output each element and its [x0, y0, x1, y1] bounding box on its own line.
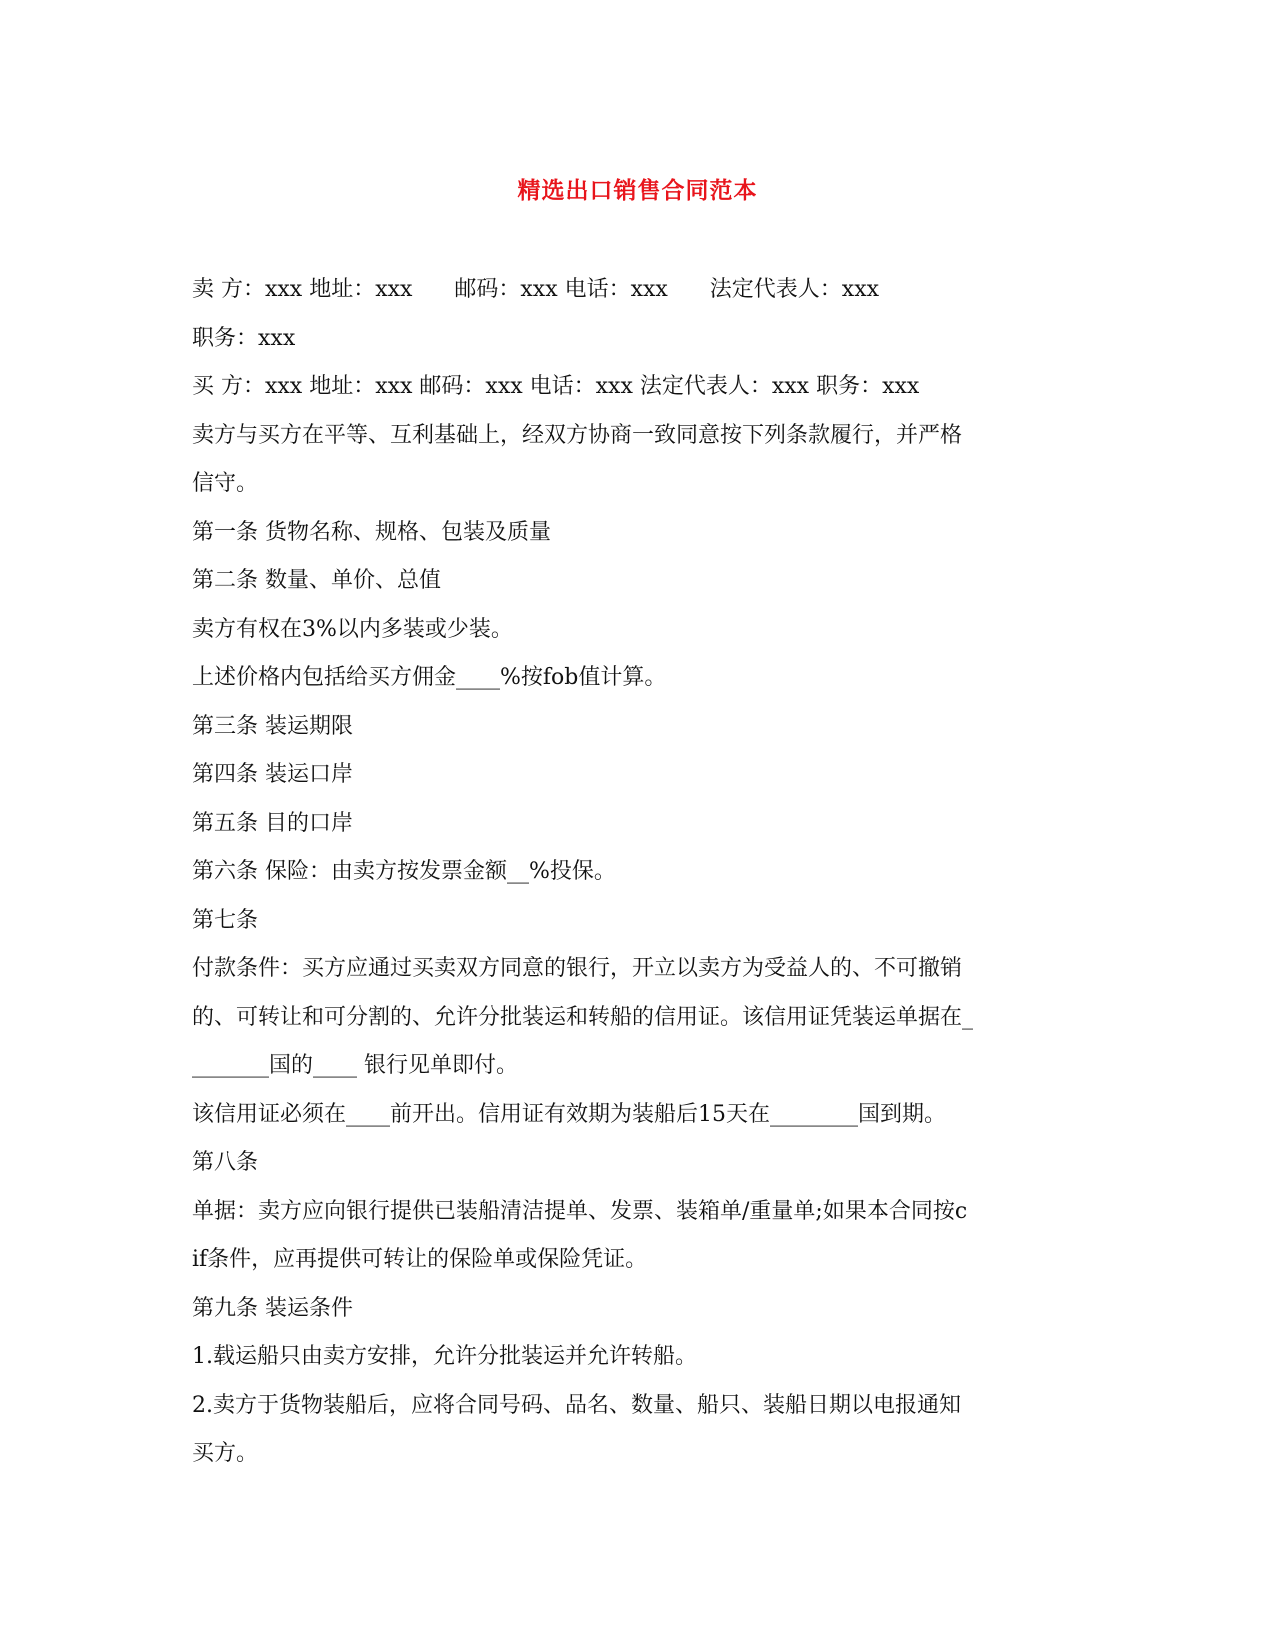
document-body — [192, 266, 1082, 1479]
document-line: 第八条 — [192, 1150, 259, 1175]
document-line: 第一条 货物名称、规格、包装及质量 — [192, 519, 551, 545]
document-line: 该信用证必须在____前开出。信用证有效期为装船后15天在________国到期。 — [192, 1101, 946, 1127]
document-line: 第二条 数量、单价、总值 — [192, 568, 441, 593]
document-line: 的、可转让和可分割的、允许分批装运和转船的信用证。该信用证凭装运单据在_ — [192, 1004, 974, 1030]
document-line: 第五条 目的口岸 — [192, 810, 353, 836]
document-line: _______国的____ 银行见单即付。 — [192, 1053, 518, 1078]
document-line: 单据：卖方应向银行提供已装船清洁提单、发票、装箱单/重量单;如果本合同按c — [192, 1198, 968, 1224]
document-line: 买方。 — [192, 1441, 259, 1466]
document-line: 第六条 保险：由卖方按发票金额__%投保。 — [192, 859, 616, 884]
document-line: 付款条件：买方应通过买卖双方同意的银行，开立以卖方为受益人的、不可撤销 — [192, 956, 963, 981]
document-line: 卖方与买方在平等、互利基础上，经双方协商一致同意按下列条款履行，并严格 — [192, 422, 963, 448]
document-line: 第三条 装运期限 — [192, 713, 353, 739]
document-line: 职务：xxx — [192, 325, 296, 351]
document-line: 第九条 装运条件 — [192, 1295, 353, 1321]
document-line: 信守。 — [192, 471, 259, 496]
document-line: 卖 方：xxx 地址：xxx 邮码：xxx 电话：xxx 法定代表人：xxx — [192, 277, 880, 302]
document-title: 精选出口销售合同范本 — [517, 177, 758, 204]
document-line: 第四条 装运口岸 — [192, 762, 353, 787]
document-line: 1.载运船只由卖方安排，允许分批装运并允许转船。 — [192, 1344, 697, 1369]
document-line: 2.卖方于货物装船后，应将合同号码、品名、数量、船只、装船日期以电报通知 — [192, 1392, 961, 1418]
document-line: 上述价格内包括给买方佣金____%按fob值计算。 — [192, 665, 667, 690]
document-line: 买 方：xxx 地址：xxx 邮码：xxx 电话：xxx 法定代表人：xxx 职务：xxx — [192, 374, 920, 399]
document-line: 第七条 — [192, 907, 259, 933]
document-line: if条件，应再提供可转让的保险单或保险凭证。 — [192, 1247, 648, 1272]
document-line: 卖方有权在3%以内多装或少装。 — [192, 616, 513, 642]
